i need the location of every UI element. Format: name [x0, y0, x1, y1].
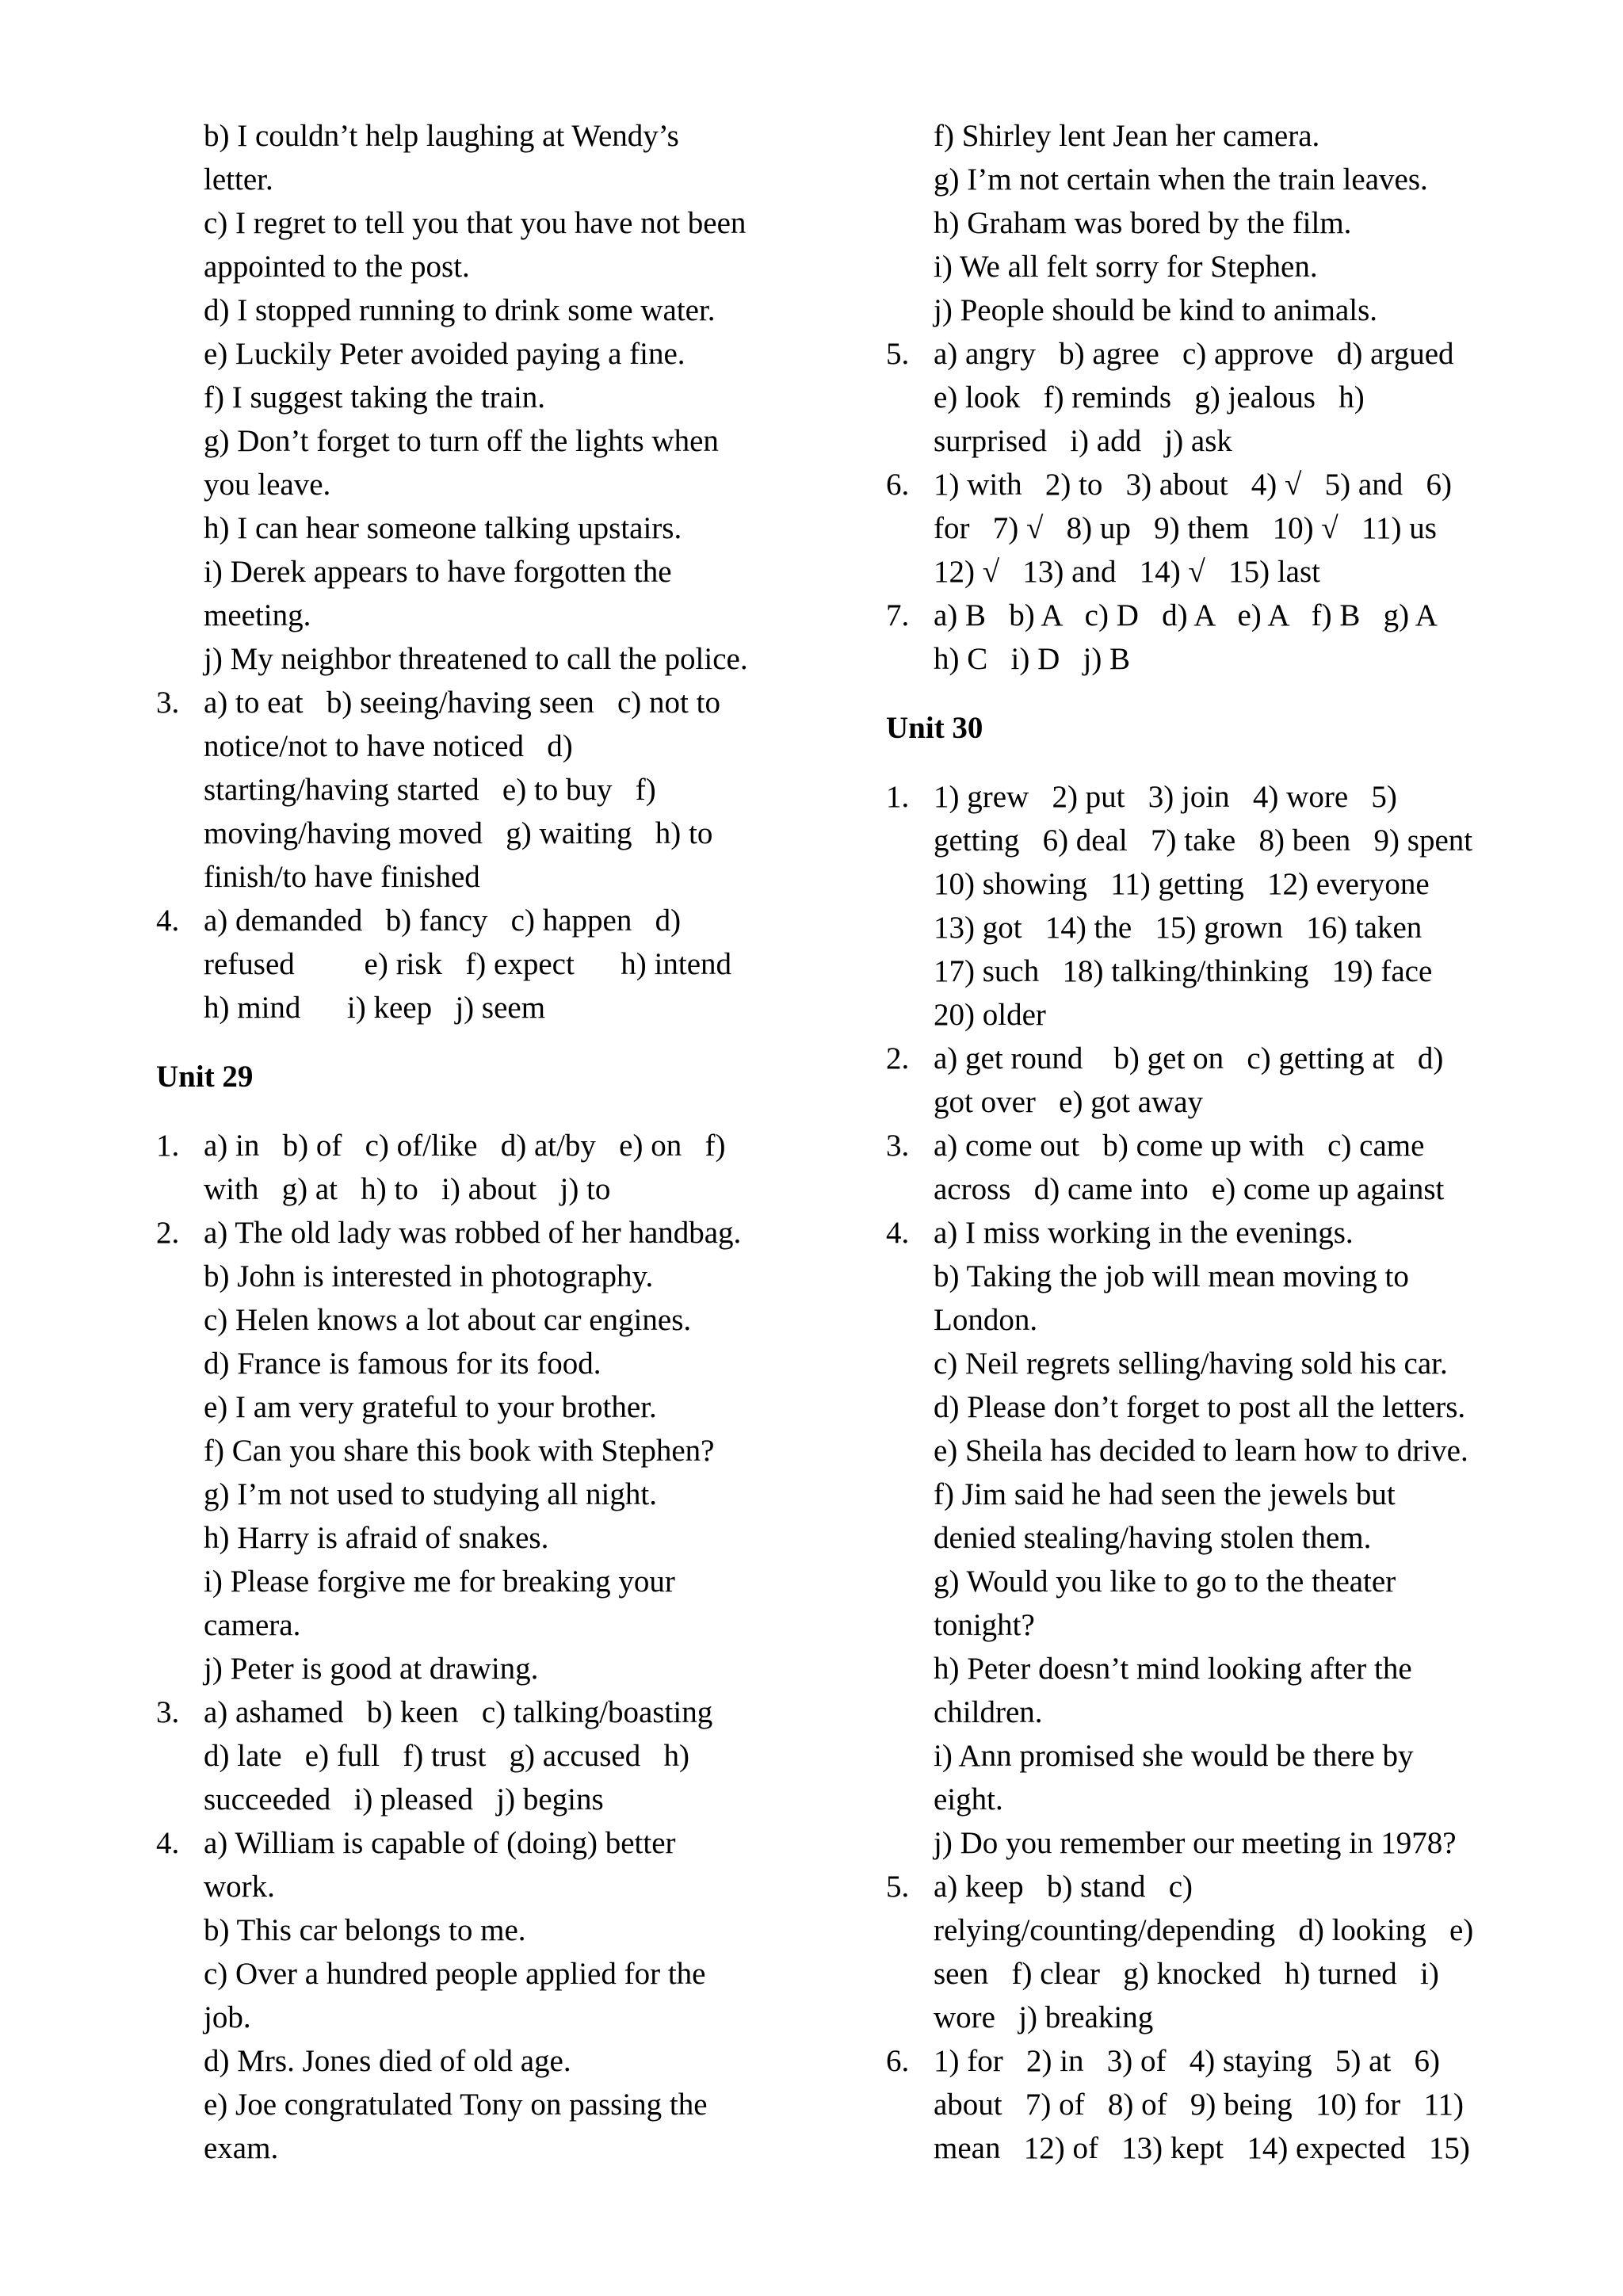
text-line: letter.	[204, 162, 273, 197]
text-line: c) I regret to tell you that you have not been	[204, 206, 747, 240]
text-line: b) This car belongs to me.	[204, 1913, 526, 1947]
text-line: 1) grew 2) put 3) join 4) wore 5)	[934, 780, 1397, 814]
list-item	[156, 1124, 814, 1211]
list-item	[886, 463, 1520, 594]
text-line: relying/counting/depending d) looking e)	[934, 1913, 1474, 1947]
item-number: 5.	[886, 337, 910, 371]
text-line: c) Neil regrets selling/having sold his car.	[934, 1347, 1448, 1381]
text-line: e) Sheila has decided to learn how to drive.	[934, 1434, 1468, 1468]
item-number: 3.	[156, 686, 180, 720]
text-line: j) My neighbor threatened to call the police.	[204, 642, 748, 676]
text-line: a) keep b) stand c)	[934, 1870, 1193, 1904]
text-line: h) C i) D j) B	[934, 642, 1131, 676]
text-line: e) I am very grateful to your brother.	[204, 1390, 657, 1424]
text-line: c) Helen knows a lot about car engines.	[204, 1303, 692, 1337]
text-line: a) I miss working in the evenings.	[934, 1216, 1354, 1250]
item-number: 1.	[886, 780, 910, 814]
text-line: notice/not to have noticed d)	[204, 729, 573, 763]
text-line: camera.	[204, 1608, 301, 1642]
text-line: for 7) √ 8) up 9) them 10) √ 11) us	[934, 511, 1437, 545]
text-line: f) Shirley lent Jean her camera.	[934, 119, 1320, 153]
text-line: d) France is famous for its food.	[204, 1347, 601, 1381]
text-line: appointed to the post.	[204, 250, 470, 284]
list-item	[886, 1037, 1520, 1124]
text-line: a) to eat b) seeing/having seen c) not to	[204, 686, 720, 720]
continued-item	[886, 114, 1520, 332]
text-line: g) Would you like to go to the theater	[934, 1564, 1396, 1599]
text-line: children.	[934, 1695, 1043, 1729]
text-line: e) look f) reminds g) jealous h)	[934, 380, 1365, 415]
list-item	[886, 2039, 1520, 2170]
text-line: f) I suggest taking the train.	[204, 380, 546, 415]
text-line: denied stealing/having stolen them.	[934, 1521, 1372, 1555]
item-number: 3.	[886, 1129, 910, 1163]
text-line: wore j) breaking	[934, 2000, 1154, 2034]
list-item	[886, 775, 1520, 1037]
item-number: 4.	[886, 1216, 910, 1250]
text-line: London.	[934, 1303, 1038, 1337]
text-line: succeeded i) pleased j) begins	[204, 1782, 604, 1817]
text-line: a) angry b) agree c) approve d) argued	[934, 337, 1454, 371]
text-line: d) late e) full f) trust g) accused h)	[204, 1739, 689, 1773]
list-item	[156, 1211, 814, 1690]
text-line: g) I’m not certain when the train leaves.	[934, 162, 1428, 197]
text-line: c) Over a hundred people applied for the	[204, 1957, 706, 1991]
list-item	[886, 594, 1520, 681]
left-column	[156, 114, 814, 2170]
list-item	[886, 1124, 1520, 1211]
item-number: 4.	[156, 904, 180, 938]
text-line: i) Ann promised she would be there by	[934, 1739, 1414, 1773]
item-number: 5.	[886, 1870, 910, 1904]
text-line: i) We all felt sorry for Stephen.	[934, 250, 1318, 284]
text-line: 12) √ 13) and 14) √ 15) last	[934, 555, 1320, 589]
text-line: work.	[204, 1870, 275, 1904]
text-line: j) People should be kind to animals.	[934, 293, 1378, 327]
right-column	[886, 114, 1520, 2170]
text-line: a) William is capable of (doing) better	[204, 1826, 676, 1860]
text-line: g) Don’t forget to turn off the lights when	[204, 424, 719, 458]
text-line: d) Please don’t forget to post all the letters.	[934, 1390, 1466, 1424]
text-line: moving/having moved g) waiting h) to	[204, 816, 713, 850]
text-line: getting 6) deal 7) take 8) been 9) spent	[934, 823, 1473, 858]
list-item	[156, 899, 814, 1030]
text-line: h) Harry is afraid of snakes.	[204, 1521, 549, 1555]
text-line: 17) such 18) talking/thinking 19) face	[934, 954, 1433, 988]
text-line: with g) at h) to i) about j) to	[204, 1172, 611, 1206]
text-line: tonight?	[934, 1608, 1035, 1642]
text-line: d) Mrs. Jones died of old age.	[204, 2044, 571, 2078]
text-line: meeting.	[204, 598, 311, 632]
text-line: a) ashamed b) keen c) talking/boasting	[204, 1695, 713, 1729]
text-line: refused e) risk f) expect h) intend	[204, 947, 732, 981]
item-number: 7.	[886, 598, 910, 632]
text-line: a) The old lady was robbed of her handbag.	[204, 1216, 742, 1250]
text-line: a) in b) of c) of/like d) at/by e) on f)	[204, 1129, 726, 1163]
text-line: you leave.	[204, 468, 331, 502]
text-line: mean 12) of 13) kept 14) expected 15)	[934, 2131, 1470, 2165]
text-line: e) Joe congratulated Tony on passing the	[204, 2088, 708, 2122]
text-line: i) Please forgive me for breaking your	[204, 1564, 675, 1599]
text-line: d) I stopped running to drink some water.	[204, 293, 716, 327]
text-line: a) get round b) get on c) getting at d)	[934, 1041, 1444, 1075]
list-item	[886, 1865, 1520, 2039]
text-line: j) Do you remember our meeting in 1978?	[934, 1826, 1457, 1860]
text-line: b) John is interested in photography.	[204, 1259, 654, 1293]
text-line: 13) got 14) the 15) grown 16) taken	[934, 911, 1423, 945]
item-number: 1.	[156, 1129, 180, 1163]
text-line: eight.	[934, 1782, 1003, 1817]
text-line: h) I can hear someone talking upstairs.	[204, 511, 682, 545]
text-line: 1) with 2) to 3) about 4) √ 5) and 6)	[934, 468, 1452, 502]
text-line: b) I couldn’t help laughing at Wendy’s	[204, 119, 679, 153]
item-number: 6.	[886, 468, 910, 502]
text-line: job.	[204, 2000, 251, 2034]
text-line: a) demanded b) fancy c) happen d)	[204, 904, 682, 938]
unit-30-heading: Unit 30	[886, 711, 983, 745]
text-line: j) Peter is good at drawing.	[204, 1652, 539, 1686]
text-line: h) Graham was bored by the film.	[934, 206, 1352, 240]
text-line: b) Taking the job will mean moving to	[934, 1259, 1409, 1293]
text-line: f) Can you share this book with Stephen?	[204, 1434, 715, 1468]
item-number: 6.	[886, 2044, 910, 2078]
text-line: starting/having started e) to buy f)	[204, 773, 656, 807]
text-line: a) come out b) come up with c) came	[934, 1129, 1425, 1163]
text-line: h) Peter doesn’t mind looking after the	[934, 1652, 1412, 1686]
item-number: 2.	[156, 1216, 180, 1250]
list-item	[886, 332, 1520, 463]
text-line: 1) for 2) in 3) of 4) staying 5) at 6)	[934, 2044, 1441, 2078]
text-line: across d) came into e) come up against	[934, 1172, 1445, 1206]
unit-29-heading: Unit 29	[156, 1060, 254, 1094]
list-item	[886, 1211, 1520, 1865]
text-line: a) B b) A c) D d) A e) A f) B g) A	[934, 598, 1438, 632]
item-number: 2.	[886, 1041, 910, 1075]
text-line: got over e) got away	[934, 1085, 1204, 1119]
text-line: i) Derek appears to have forgotten the	[204, 555, 672, 589]
list-item	[156, 1821, 814, 2170]
item-number: 4.	[156, 1826, 180, 1860]
text-line: seen f) clear g) knocked h) turned i)	[934, 1957, 1439, 1991]
list-item	[156, 1690, 814, 1821]
list-item	[156, 681, 814, 899]
item-number: 3.	[156, 1695, 180, 1729]
text-line: h) mind i) keep j) seem	[204, 991, 546, 1025]
text-line: g) I’m not used to studying all night.	[204, 1477, 657, 1511]
text-line: f) Jim said he had seen the jewels but	[934, 1477, 1396, 1511]
text-line: about 7) of 8) of 9) being 10) for 11)	[934, 2088, 1464, 2122]
text-line: e) Luckily Peter avoided paying a fine.	[204, 337, 685, 371]
text-line: exam.	[204, 2131, 279, 2165]
continued-item	[156, 114, 814, 681]
text-line: finish/to have finished	[204, 860, 480, 894]
text-line: surprised i) add j) ask	[934, 424, 1232, 458]
text-line: 10) showing 11) getting 12) everyone	[934, 867, 1430, 901]
text-line: 20) older	[934, 998, 1046, 1032]
